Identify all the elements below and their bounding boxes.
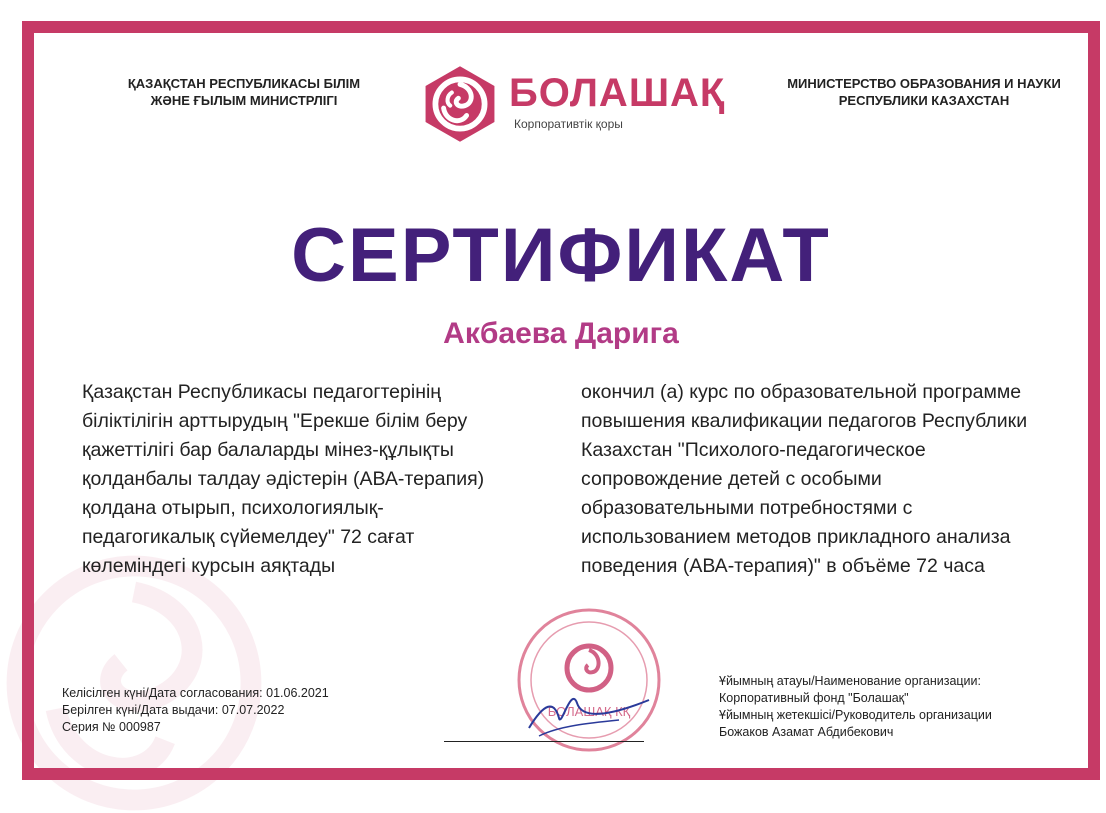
organization-stamp [499, 608, 664, 768]
bolashak-logo [419, 63, 726, 143]
text-kz-line: қолданбалы талдау әдістерін (АВА-терапия) [82, 468, 485, 490]
date-issued: Берілген күні/Дата выдачи: 07.07.2022 [62, 703, 285, 717]
text-ru-line: сопровождение детей с особыми [581, 468, 882, 490]
text-kz-line: қажеттілігі бар балаларды мінез-құлықты [82, 439, 454, 461]
certificate-frame [22, 21, 1100, 780]
date-agreed: Келісілген күні/Дата согласования: 01.06.2021 [62, 686, 329, 700]
recipient-name: Акбаева Дарига [443, 317, 679, 350]
text-kz-line: қолдана отырып, психологиялық- [82, 497, 384, 519]
certificate-title: СЕРТИФИКАТ [291, 213, 831, 298]
course-text-ru [581, 378, 1071, 581]
text-kz-line: Қазақстан Республикасы педагогтерінің [82, 381, 442, 403]
text-ru-line: использованием методов прикладного анализа [581, 526, 1011, 548]
text-ru-line: образовательными потребностями с [581, 497, 913, 519]
logo-subtitle: Корпоративтік қоры [514, 117, 623, 131]
text-ru-line: окончил (а) курс по образовательной программе [581, 381, 1022, 403]
text-kz-line: біліктілігін арттырудың "Ерекше білім беру [82, 410, 468, 432]
ministry-kz [94, 75, 394, 109]
stamp-text: БОЛАШАҚ КҚ [547, 704, 631, 719]
ministry-ru [759, 75, 1089, 109]
course-text-kz [82, 378, 542, 581]
ministry-kz-line1: ҚАЗАҚСТАН РЕСПУБЛИКАСЫ БІЛІМ [127, 76, 361, 91]
head-name: Божаков Азамат Абдибекович [719, 725, 894, 739]
text-ru-line: Казахстан "Психолого-педагогическое [581, 439, 926, 461]
text-ru-line: повышения квалификации педагогов Республики [581, 410, 1028, 432]
bolashak-swirl-icon [419, 63, 501, 145]
org-label: Ұйымның атауы/Наименование организации: [719, 674, 981, 688]
organization-info [719, 673, 992, 741]
signature-line [444, 741, 644, 742]
background-swirl-icon [4, 553, 264, 813]
logo-title: БОЛАШАҚ [509, 71, 726, 115]
text-kz-line: көлеміндегі курсын аяқтады [82, 555, 336, 577]
ministry-kz-line2: ЖӘНЕ ҒЫЛЫМ МИНИСТРЛІГІ [150, 93, 338, 108]
text-ru-line: поведения (АВА-терапия)" в объёме 72 часа [581, 555, 985, 577]
text-kz-line: педагогикалық сүйемелдеу" 72 сағат [82, 526, 415, 548]
org-name: Корпоративный фонд "Болашақ" [719, 691, 909, 705]
certificate-details [62, 685, 329, 736]
series-number: Серия № 000987 [62, 720, 161, 734]
ministry-ru-line1: МИНИСТЕРСТВО ОБРАЗОВАНИЯ И НАУКИ [787, 76, 1061, 91]
ministry-ru-line2: РЕСПУБЛИКИ КАЗАХСТАН [838, 93, 1010, 108]
head-label: Ұйымның жетекшісі/Руководитель организации [719, 708, 992, 722]
